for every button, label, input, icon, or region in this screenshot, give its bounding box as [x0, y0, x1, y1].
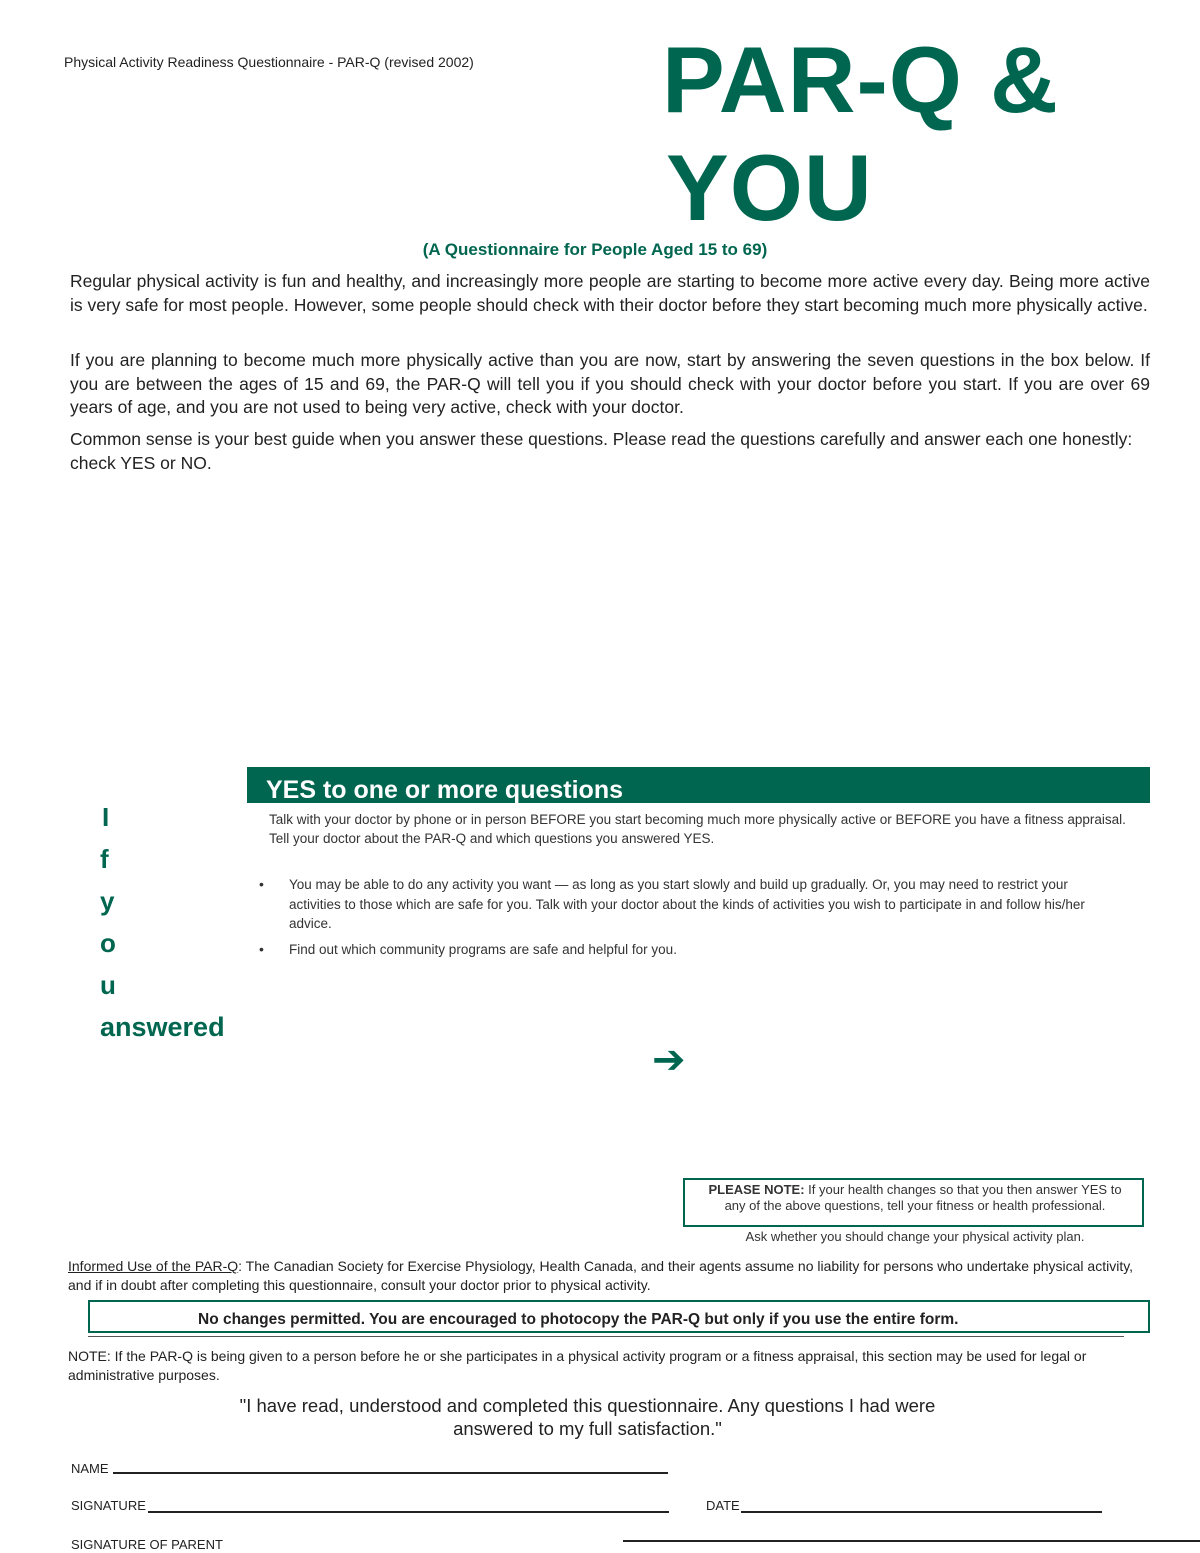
letter-f: f — [100, 844, 109, 874]
please-note-body: If your health changes so that you then answer YES to any of the above questions, tell your fitness or health professional. — [724, 1182, 1122, 1213]
form-name: Physical Activity Readiness Questionnaire - PAR-Q (revised 2002) — [64, 54, 474, 70]
quote-line-2: answered to my full satisfaction." — [453, 1418, 722, 1439]
list-item — [259, 875, 1119, 934]
date-field[interactable] — [741, 1511, 1102, 1513]
declaration-quote — [0, 1394, 1175, 1440]
yes-section-text: Talk with your doctor by phone or in person BEFORE you start becoming much more physically active or BEFORE you have a fitness appraisal. Tell your doctor about the PAR-Q and which questions you answered YES. — [269, 812, 1126, 846]
letter-i: I — [102, 802, 110, 832]
signature-parent-field[interactable] — [623, 1540, 1200, 1542]
signature-label: SIGNATURE — [71, 1498, 146, 1513]
page-title — [662, 27, 1122, 240]
list-item — [259, 940, 1119, 960]
quote-line-1: "I have read, understood and completed this questionnaire. Any questions I had were — [239, 1395, 936, 1416]
letter-u: u — [100, 970, 116, 1000]
signature-parent-label: SIGNATURE OF PARENT — [71, 1537, 223, 1552]
bullet-text: Find out which community programs are safe and helpful for you. — [289, 941, 677, 957]
title-line-1: PAR-Q & — [662, 27, 1059, 132]
bullet-text: You may be able to do any activity you want — as long as you start slowly and build up gradually. Or, you may need to restrict your activities to those which are safe for you. Talk with your doctor about the kinds of activities you wish to participate in and follow his/her advice. — [289, 877, 1085, 931]
subtitle-text: (A Questionnaire for People Aged 15 to 69) — [422, 240, 768, 259]
informed-use — [68, 1257, 1148, 1295]
intro-paragraph-3: Common sense is your best guide when you answer these questions. Please read the questions carefully and answer each one honestly: check YES or NO. — [70, 429, 1133, 473]
no-changes-text: No changes permitted. You are encouraged to photocopy the PAR-Q but only if you use the entire form. — [198, 1311, 959, 1328]
letter-o: o — [100, 928, 116, 958]
please-note-after: Ask whether you should change your physical activity plan. — [745, 1229, 1085, 1244]
signature-field[interactable] — [148, 1511, 669, 1513]
name-label: NAME — [71, 1461, 109, 1476]
letter-y: y — [100, 886, 115, 916]
date-label: DATE — [706, 1498, 740, 1513]
please-note-text — [700, 1182, 1130, 1213]
intro-paragraph-1: Regular physical activity is fun and healthy, and increasingly more people are starting to become more active every day. Being more active is very safe for most people. However, some people should check with their doctor before they start becoming much more physically active. — [70, 271, 1150, 315]
yes-section-bullets — [259, 875, 1119, 965]
informed-use-label: Informed Use of the PAR-Q — [68, 1258, 239, 1274]
if-you-answered-label — [100, 796, 270, 1048]
title-line-2: YOU — [666, 135, 873, 240]
bullet-icon: • — [259, 940, 264, 957]
bullet-icon: • — [259, 876, 264, 892]
intro-paragraph-2: If you are planning to become much more physically active than you are now, start by answering the seven questions in the box below. If you are between the ages of 15 and 69, the PAR-Q will tell you if you should check with your doctor before you start. If you are over 69 years of age, and you are not used to being very active, check with your doctor. — [70, 350, 1150, 417]
please-note-label: PLEASE NOTE: — [708, 1182, 805, 1197]
right-arrow-icon: ➔ — [652, 1038, 686, 1082]
admin-note: NOTE: If the PAR-Q is being given to a person before he or she participates in a physical activity program or a fitness appraisal, this section may be used for legal or administrative purposes. — [68, 1348, 1087, 1383]
informed-use-text: : The Canadian Society for Exercise Physiology, Health Canada, and their agents assume no liability for persons who undertake physical activity, and if in doubt after completing this questionnaire, consult your doctor prior to physical activity. — [68, 1258, 1134, 1293]
name-field[interactable] — [113, 1472, 668, 1474]
yes-section-heading: YES to one or more questions — [266, 776, 623, 804]
divider — [88, 1336, 1124, 1337]
word-answered: answered — [100, 1012, 225, 1042]
subtitle — [0, 240, 1200, 260]
